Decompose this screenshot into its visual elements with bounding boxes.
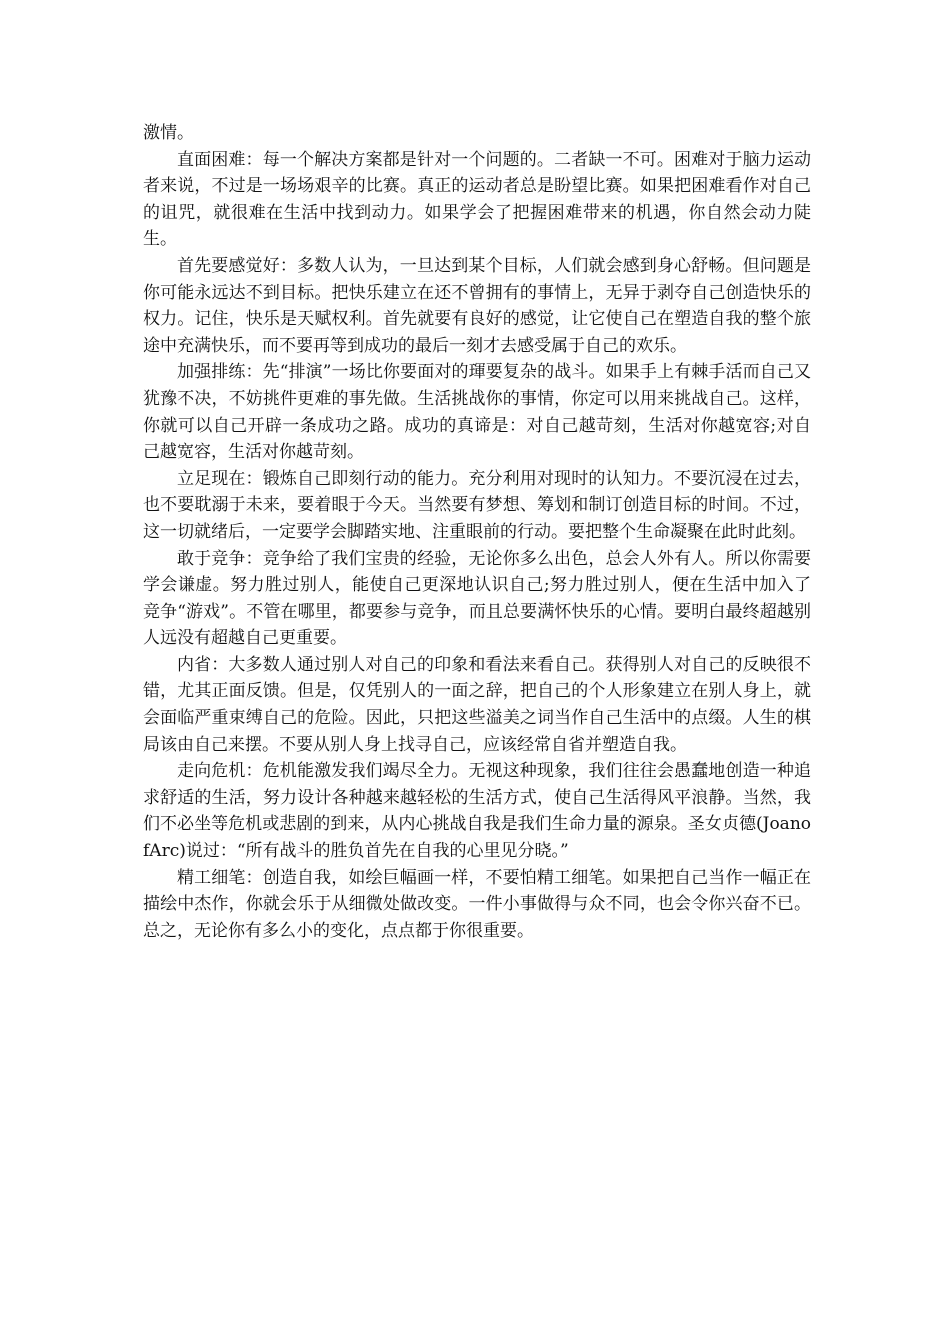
paragraph-feel-good-first: 首先要感觉好：多数人认为，一旦达到某个目标，人们就会感到身心舒畅。但问题是你可能永远达不到目标。把快乐建立在还不曾拥有的事情上，无异于剥夺自己创造快乐的权力。记住，快乐是天赋权利。首先就要有良好的感觉，让它使自己在塑造自我的整个旅途中充满快乐，而不要再等到成功的最后一刻才去感受属于自己的欢乐。 <box>143 255 811 356</box>
paragraph-intro-tail: 激情。 <box>143 123 194 143</box>
paragraph-live-in-present: 立足现在：锻炼自己即刻行动的能力。充分利用对现时的认知力。不要沉浸在过去，也不要耽溺于未来，要着眼于今天。当然要有梦想、筹划和制订创造目标的时间。不过，这一切就绪后，一定要学会脚踏实地、注重眼前的行动。要把整个生命凝聚在此时此刻。 <box>143 468 811 542</box>
paragraph-dare-to-compete: 敢于竞争：竞争给了我们宝贵的经验，无论你多么出色，总会人外有人。所以你需要学会谦虚。努力胜过别人，能使自己更深地认识自己;努力胜过别人，便在生活中加入了竞争“游戏”。不管在哪里，都要参与竞争，而且总要满怀快乐的心情。要明白最终超越别人远没有超越自己更重要。 <box>143 548 811 649</box>
paragraph-rehearse: 加强排练：先“排演”一场比你要面对的琿要复杂的战斗。如果手上有棘手活而自己又犹豫不决，不妨挑件更难的事先做。生活挑战你的事情，你定可以用来挑战自己。这样，你就可以自己开辟一条成功之路。成功的真谛是：对自己越苛刻，生活对你越宽容;对自己越宽容，生活对你越苛刻。 <box>143 362 811 463</box>
paragraph-face-difficulties: 直面困难：每一个解决方案都是针对一个问题的。二者缺一不可。困难对于脑力运动者来说，不过是一场场艰辛的比赛。真正的运动者总是盼望比赛。如果把困难看作对自己的诅咒，就很难在生活中找到动力。如果学会了把握困难带来的机遇，你自然会动力陡生。 <box>143 149 811 250</box>
paragraph-fine-brushwork: 精工细笔：创造自我，如绘巨幅画一样，不要怕精工细笔。如果把自己当作一幅正在描绘中杰作，你就会乐于从细微处做改变。一件小事做得与众不同，也会令你兴奋不已。总之，无论你有多么小的变化，点点都于你很重要。 <box>143 867 811 941</box>
paragraph-introspection: 内省：大多数人通过别人对自己的印象和看法来看自己。获得别人对自己的反映很不错，尤其正面反馈。但是，仅凭别人的一面之辞，把自己的个人形象建立在别人身上，就会面临严重束缚自己的危险。因此，只把这些溢美之词当作自己生活中的点缀。人生的棋局该由自己来摆。不要从别人身上找寻自己，应该经常自省并塑造自我。 <box>143 654 811 755</box>
document-page <box>143 120 811 944</box>
paragraph-toward-crisis: 走向危机：危机能激发我们竭尽全力。无视这种现象，我们往往会愚蠢地创造一种追求舒适的生活，努力设计各种越来越轻松的生活方式，使自己生活得风平浪静。当然，我们不必坐等危机或悲剧的到来，从内心挑战自我是我们生命力量的源泉。圣女贞德(JoanofArc)说过：“所有战斗的胜负首先在自我的心里见分晓。” <box>143 761 811 862</box>
